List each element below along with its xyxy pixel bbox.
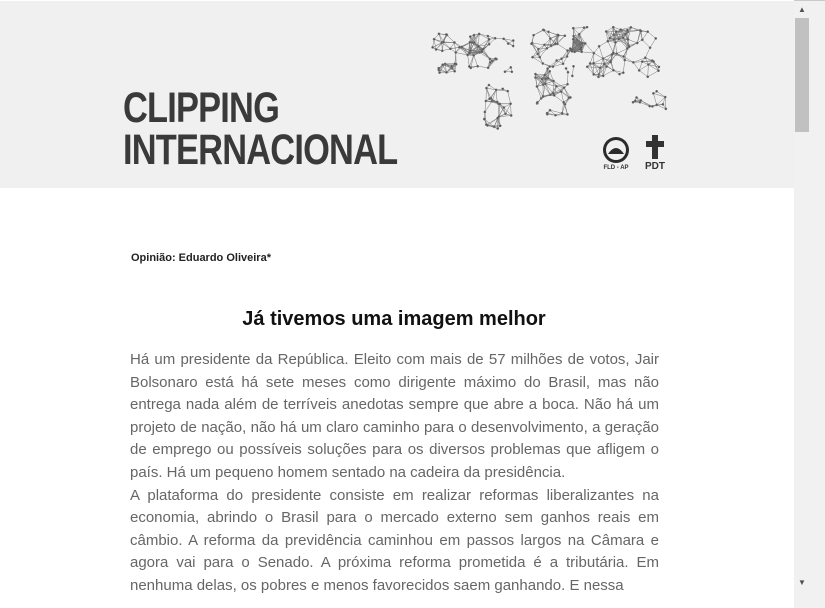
map-network-line xyxy=(639,65,648,71)
map-network-line xyxy=(594,63,605,64)
map-network-node xyxy=(584,42,586,44)
article-body xyxy=(130,349,659,598)
map-network-node xyxy=(625,33,627,35)
map-network-node xyxy=(586,66,588,68)
map-network-node xyxy=(537,53,539,55)
map-network-node xyxy=(546,112,548,114)
map-network-node xyxy=(454,70,456,72)
map-network-node xyxy=(593,52,595,54)
map-network-node xyxy=(652,60,654,62)
map-network-line xyxy=(490,90,497,99)
scroll-down-arrow-icon[interactable]: ▼ xyxy=(798,578,806,587)
map-network-node xyxy=(503,38,505,40)
map-network-node xyxy=(546,47,548,49)
map-network-node xyxy=(483,118,485,120)
map-network-node xyxy=(656,90,658,92)
map-network-node xyxy=(612,69,614,71)
map-network-node xyxy=(547,67,549,69)
map-network-node xyxy=(561,112,563,114)
map-network-node xyxy=(478,33,480,35)
map-network-line xyxy=(648,32,656,39)
map-network-node xyxy=(512,39,514,41)
map-network-node xyxy=(609,61,611,63)
map-network-line xyxy=(565,104,567,114)
article-paragraph: Há um presidente da República. Eleito com mais de 57 milhões de votos, Jair Bolsonaro está há sete meses como dirigente máximo do Brasil, mas não entrega nada além de terríveis anedotas sempre que abre a boca. Não há um projeto de nação, não há um claro caminho para o desenvolvimento, a geração de emprego ou possíveis soluções para os diversos problemas que afligem o país. Há um pequeno homem sentado na cadeira da presidência. xyxy=(130,351,659,481)
map-network-node xyxy=(628,46,630,48)
map-network-node xyxy=(512,45,514,47)
map-network-line xyxy=(648,71,659,77)
scroll-up-arrow-icon[interactable]: ▲ xyxy=(798,5,806,14)
map-network-line xyxy=(511,104,512,116)
map-network-node xyxy=(552,92,554,94)
map-network-line xyxy=(615,42,616,53)
map-network-node xyxy=(593,73,595,75)
map-network-line xyxy=(478,34,479,46)
map-network-node xyxy=(531,56,533,58)
title-line-1: CLIPPING xyxy=(123,84,280,132)
map-network-node xyxy=(569,96,571,98)
map-network-line xyxy=(564,88,570,98)
map-network-node xyxy=(504,113,506,115)
map-network-node xyxy=(469,36,471,38)
clipping-title xyxy=(123,84,398,174)
map-network-line xyxy=(612,54,624,56)
map-network-node xyxy=(510,114,512,116)
map-network-node xyxy=(438,69,440,71)
map-network-node xyxy=(640,30,642,32)
article-paragraph: A plataforma do presidente consiste em realizar reformas liberalizantes na economia, abrindo o Brasil para o mercado externo sem ganhos reais em câmbio. A reforma da previdência caminhou em passos largos na Câmara e agora vai para o Senado. A próxima reforma prometida é a tributária. Em nenhuma delas, os pobres e menos favorecidos saem ganhando. E nessa xyxy=(130,486,659,594)
map-network-node xyxy=(578,33,580,35)
map-network-node xyxy=(583,27,585,29)
map-network-node xyxy=(627,38,629,40)
map-network-node xyxy=(445,71,447,73)
map-network-node xyxy=(552,80,554,82)
map-network-node xyxy=(542,95,544,97)
map-network-line xyxy=(599,41,608,46)
map-network-node xyxy=(539,56,541,58)
map-network-node xyxy=(652,92,654,94)
map-network-node xyxy=(509,103,511,105)
map-network-node xyxy=(581,42,583,44)
map-network-node xyxy=(544,83,546,85)
map-network-node xyxy=(503,106,505,108)
map-network-node xyxy=(502,88,504,90)
map-network-node xyxy=(536,101,538,103)
map-network-node xyxy=(647,31,649,33)
map-network-node xyxy=(572,38,574,40)
map-network-node xyxy=(655,37,657,39)
map-network-node xyxy=(572,27,574,29)
scrollbar-thumb[interactable] xyxy=(795,18,809,132)
map-network-node xyxy=(649,105,651,107)
map-network-node xyxy=(602,75,604,77)
map-network-node xyxy=(657,70,659,72)
map-network-node xyxy=(507,90,509,92)
map-network-node xyxy=(567,71,569,73)
map-network-node xyxy=(647,76,649,78)
map-network-node xyxy=(612,26,614,28)
map-network-node xyxy=(566,49,568,51)
map-network-node xyxy=(618,73,620,75)
map-network-node xyxy=(641,61,643,63)
map-network-node xyxy=(607,40,609,42)
map-network-line xyxy=(642,40,650,48)
map-network-node xyxy=(488,43,490,45)
map-network-node xyxy=(445,33,447,35)
map-network-node xyxy=(549,37,551,39)
map-network-line xyxy=(508,91,511,104)
title-line-2: INTERNACIONAL xyxy=(123,126,398,174)
map-network-node xyxy=(564,103,566,105)
map-network-node xyxy=(662,103,664,105)
map-network-node xyxy=(494,58,496,60)
map-network-node xyxy=(630,26,632,28)
map-network-node xyxy=(574,51,576,53)
map-network-node xyxy=(485,87,487,89)
map-network-node xyxy=(638,69,640,71)
map-network-node xyxy=(433,38,435,40)
map-network-node xyxy=(593,62,595,64)
map-network-node xyxy=(554,43,556,45)
map-network-line xyxy=(500,104,506,114)
map-network-node xyxy=(543,29,545,31)
map-network-line xyxy=(455,53,456,64)
map-network-line xyxy=(642,32,647,40)
map-network-line xyxy=(561,92,570,98)
map-network-node xyxy=(498,116,500,118)
map-network-node xyxy=(665,108,667,110)
map-network-node xyxy=(537,48,539,50)
map-network-node xyxy=(494,37,496,39)
map-network-node xyxy=(557,34,559,36)
map-network-node xyxy=(644,57,646,59)
map-network-line xyxy=(608,41,614,53)
map-network-line xyxy=(653,93,656,104)
map-network-line xyxy=(665,97,666,109)
map-network-line xyxy=(573,28,584,29)
map-network-node xyxy=(549,70,551,72)
map-network-node xyxy=(573,35,575,37)
map-network-node xyxy=(511,71,513,73)
map-network-node xyxy=(549,109,551,111)
map-network-node xyxy=(579,48,581,50)
map-network-node xyxy=(439,72,441,74)
map-network-node xyxy=(469,49,471,51)
map-network-node xyxy=(435,48,437,50)
map-network-node xyxy=(541,78,543,80)
map-network-node xyxy=(454,63,456,65)
map-network-line xyxy=(623,60,624,73)
map-network-line xyxy=(650,38,656,47)
map-network-node xyxy=(554,114,556,116)
map-network-node xyxy=(488,38,490,40)
map-network-node xyxy=(536,85,538,87)
map-network-node xyxy=(495,89,497,91)
fld-ap-logo xyxy=(597,136,635,170)
map-network-node xyxy=(555,85,557,87)
map-network-node xyxy=(640,99,642,101)
map-network-node xyxy=(488,84,490,86)
map-network-node xyxy=(556,59,558,61)
map-network-node xyxy=(649,47,651,49)
map-network-node xyxy=(647,63,649,65)
map-network-node xyxy=(485,100,487,102)
map-network-node xyxy=(438,33,440,35)
map-network-node xyxy=(622,37,624,39)
map-network-line xyxy=(582,52,594,53)
map-network-line xyxy=(633,62,639,70)
map-network-node xyxy=(442,64,444,66)
map-network-node xyxy=(566,55,568,57)
map-network-node xyxy=(496,101,498,103)
map-network-node xyxy=(632,101,634,103)
map-network-node xyxy=(622,72,624,74)
map-network-line xyxy=(572,66,573,76)
map-network-node xyxy=(566,113,568,115)
map-network-line xyxy=(446,34,454,42)
map-network-node xyxy=(491,60,493,62)
map-network-line xyxy=(444,42,455,43)
map-network-line xyxy=(639,62,642,71)
map-network-node xyxy=(651,105,653,107)
map-network-line xyxy=(587,67,593,75)
map-network-line xyxy=(628,39,637,43)
map-network-node xyxy=(566,83,568,85)
map-network-node xyxy=(571,75,573,77)
map-network-node xyxy=(470,67,472,69)
map-network-node xyxy=(605,65,607,67)
map-network-node xyxy=(599,67,601,69)
map-network-line xyxy=(496,90,497,102)
map-network-node xyxy=(532,34,534,36)
map-network-node xyxy=(564,35,566,37)
map-network-line xyxy=(468,55,470,67)
map-network-node xyxy=(658,66,660,68)
map-network-node xyxy=(598,45,600,47)
map-network-node xyxy=(589,62,591,64)
map-network-node xyxy=(489,58,491,60)
map-network-node xyxy=(488,98,490,100)
map-network-node xyxy=(560,91,562,93)
map-network-node xyxy=(499,125,501,127)
map-network-node xyxy=(453,41,455,43)
map-network-line xyxy=(444,42,451,49)
map-network-node xyxy=(458,46,460,48)
map-network-line xyxy=(645,48,650,58)
map-network-node xyxy=(497,127,499,129)
map-network-node xyxy=(563,87,565,89)
map-network-node xyxy=(581,51,583,53)
map-network-node xyxy=(542,62,544,64)
header-banner xyxy=(0,1,794,188)
map-network-line xyxy=(474,55,478,66)
map-network-node xyxy=(565,67,567,69)
map-network-node xyxy=(586,26,588,28)
map-network-node xyxy=(473,34,475,36)
map-network-node xyxy=(473,54,475,56)
map-network-node xyxy=(547,31,549,33)
map-network-line xyxy=(478,66,488,68)
fld-logo-text: FLD - AP xyxy=(603,165,629,170)
map-network-node xyxy=(572,65,574,67)
map-network-node xyxy=(487,124,489,126)
map-network-line xyxy=(639,70,648,76)
map-network-node xyxy=(487,67,489,69)
map-network-node xyxy=(632,61,634,63)
map-network-node xyxy=(449,48,451,50)
map-network-node xyxy=(609,37,611,39)
map-network-line xyxy=(557,44,567,51)
map-network-node xyxy=(562,63,564,65)
map-network-node xyxy=(597,76,599,78)
map-network-line xyxy=(486,88,489,99)
map-network-node xyxy=(467,54,469,56)
map-network-node xyxy=(487,35,489,37)
map-network-line xyxy=(613,27,614,39)
map-network-node xyxy=(641,39,643,41)
map-network-node xyxy=(468,52,470,54)
map-network-node xyxy=(530,43,532,45)
map-network-node xyxy=(620,29,622,31)
map-network-line xyxy=(486,88,487,101)
map-network-node xyxy=(481,51,483,53)
map-network-node xyxy=(618,38,620,40)
map-network-node xyxy=(635,96,637,98)
map-network-node xyxy=(499,103,501,105)
map-network-line xyxy=(585,43,594,53)
map-network-node xyxy=(614,41,616,43)
article-headline: Já tivemos uma imagem melhor xyxy=(242,308,546,330)
map-network-node xyxy=(450,65,452,67)
map-network-node xyxy=(442,41,444,43)
map-network-node xyxy=(664,96,666,98)
map-network-node xyxy=(441,50,443,52)
map-network-line xyxy=(462,42,472,47)
map-network-node xyxy=(477,65,479,67)
map-network-node xyxy=(636,42,638,44)
map-network-node xyxy=(571,48,573,50)
map-network-node xyxy=(560,58,562,60)
map-network-node xyxy=(549,66,551,68)
map-network-node xyxy=(543,44,545,46)
map-network-node xyxy=(507,42,509,44)
pdt-logo-text: PDT xyxy=(645,161,665,171)
map-network-line xyxy=(534,30,544,35)
map-network-node xyxy=(605,30,607,32)
map-network-node xyxy=(622,55,624,57)
map-network-node xyxy=(602,57,604,59)
map-network-node xyxy=(455,51,457,53)
map-network-line xyxy=(653,93,665,97)
map-network-node xyxy=(431,46,433,48)
article-byline: Opinião: Eduardo Oliveira* xyxy=(131,252,271,264)
map-network-node xyxy=(552,66,554,68)
map-network-line xyxy=(648,65,649,77)
map-network-node xyxy=(510,66,512,68)
map-network-node xyxy=(624,59,626,61)
map-network-node xyxy=(611,53,613,55)
map-network-node xyxy=(471,41,473,43)
map-network-node xyxy=(534,73,536,75)
map-network-node xyxy=(504,71,506,73)
pdt-logo xyxy=(640,133,670,171)
world-map-network-icon xyxy=(422,21,680,147)
map-network-line xyxy=(657,91,666,97)
map-network-line xyxy=(454,42,455,52)
map-network-node xyxy=(484,111,486,113)
